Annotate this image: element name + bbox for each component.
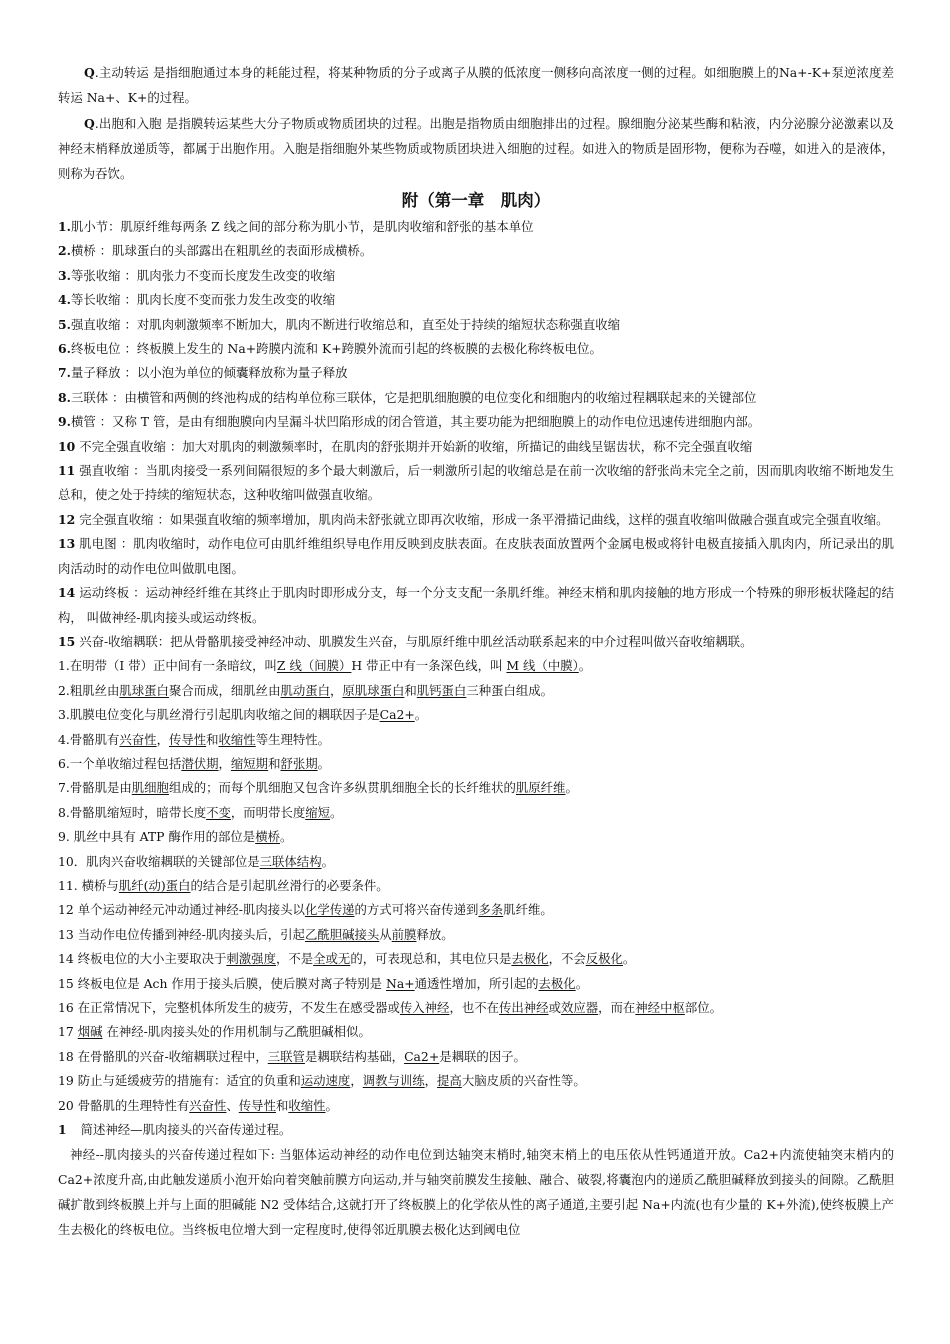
definition-number: 15 [58, 633, 76, 649]
fill-text: 11. 横桥与 [58, 877, 119, 893]
definition-text: 兴奋-收缩耦联：把从骨骼肌接受神经冲动、肌膜发生兴奋，与肌原纤维中肌丝活动联系起来的中介过程叫做兴奋收缩耦联。 [75, 633, 753, 649]
fill-text: 。 [317, 755, 331, 771]
fill-answer: 兴奋性 [119, 731, 157, 747]
fill-answer: 肌原纤维 [515, 780, 566, 796]
fill-answer: 缩短期 [230, 755, 269, 771]
fill-item [58, 679, 894, 703]
fill-answer: 效应器 [560, 1000, 599, 1015]
fill-text: ， [218, 755, 231, 771]
fill-answer: 肌球蛋白 [119, 682, 169, 698]
fill-text: ， [330, 682, 343, 698]
fill-answer: 三联管 [267, 1048, 305, 1064]
fill-text: 和 [404, 682, 417, 698]
definition-text: 不完全强直收缩 ：加大对肌肉的刺激频率时，在肌肉的舒张期并开始新的收缩，所描记的曲线呈锯齿状，称不完全强直收缩 [75, 438, 753, 454]
definition-item [58, 630, 894, 654]
fill-item [58, 947, 894, 971]
definition-text: 强直收缩 ：当肌肉接受一系列间隔很短的多个最大刺激后，后一刺激所引起的收缩总是在前一次收缩的舒张尚未完全之前，因而肌肉收缩不断地发生总和，使之处于持续的缩短状态，这种收缩叫做强直收缩。 [58, 463, 894, 503]
fill-text: 7.骨骼肌是由 [58, 780, 132, 796]
definition-number: 4. [58, 292, 71, 308]
fill-text: 释放。 [416, 926, 454, 942]
document-page [58, 60, 894, 1242]
definition-number: 1. [58, 219, 71, 234]
fill-answer: 横桥 [255, 829, 280, 845]
definition-item [58, 337, 894, 361]
fill-text: 2.粗肌丝由 [58, 682, 120, 698]
definition-item [58, 239, 894, 263]
fill-answer: 不变 [206, 804, 231, 820]
fill-answer: 原肌球蛋白 [342, 682, 405, 698]
fill-text: 是耦联结构基础， [304, 1048, 405, 1064]
definition-number: 12 [58, 511, 76, 527]
short-answer-body: 神经--肌肉接头的兴奋传递过程如下: 当躯体运动神经的动作电位到达轴突末梢时,轴突末梢上的电压依从性钙通道开放。Ca2+内流使轴突末梢内的 Ca2+浓度升高,由此触发递质小泡开始向着突触前膜方向运动,并与轴突前膜发生接触、融合、破裂,将囊泡内的递质乙酰胆碱释放到接头的间隙。乙酰胆碱扩散到终板膜上并与上面的胆碱能 N2 受体结合,这就打开了终板膜上的化学依从性的离子通道,主要引起 Na+内流(也有少量的 K+外流),使终板膜上产生去极化的终板电位。当终板电位增大到一定程度时,使得邻近肌膜去极化达到阈电位 [58, 1147, 894, 1238]
fill-text: 的结合是引起肌丝滑行的必要条件。 [190, 877, 389, 893]
fill-text: ， [156, 731, 169, 747]
fill-text: 和 [268, 755, 281, 771]
fill-item [58, 728, 894, 752]
definition-text: 等长收缩 ：肌肉长度不变而张力发生改变的收缩 [70, 292, 336, 308]
fill-answer: 肌动蛋白 [280, 682, 331, 698]
fill-text: 14 终板电位的大小主要取决于 [58, 951, 227, 967]
fill-text: ，不是 [275, 951, 314, 967]
fill-text: 从 [379, 926, 392, 942]
fill-text: 的，可表现总和，其电位只是 [350, 951, 512, 967]
definition-number: 11 [58, 463, 76, 479]
fill-answer: Z 线（间膜） [276, 658, 352, 674]
definition-text: 强直收缩 ：对肌肉刺激频率不断加大，肌肉不断进行收缩总和，直至处于持续的缩短状态称强直收缩 [70, 316, 621, 332]
fill-text: 9. 肌丝中具有 ATP 酶作用的部位是 [58, 829, 256, 845]
fill-item [58, 850, 894, 874]
fill-text: ，而在 [598, 1000, 636, 1015]
fill-answer: 传出神经 [499, 1000, 549, 1015]
definition-item [58, 264, 894, 288]
definition-item [58, 386, 894, 410]
section-title: 附（第一章 肌肉） [401, 191, 551, 210]
fill-text: 等生理特性。 [255, 731, 331, 747]
intro-text: .主动转运 是指细胞通过本身的耗能过程，将某种物质的分子或离子从膜的低浓度一侧移向高浓度一侧的过程。如细胞膜上的Na+-K+泵逆浓度差转运 Na+、K+的过程。 [58, 65, 894, 105]
fill-answer: 多条 [478, 902, 504, 918]
definition-number: 9. [58, 414, 71, 430]
fill-text: 。 [575, 975, 589, 991]
fill-text: 三种蛋白组成。 [466, 682, 554, 698]
fill-text: ， [424, 1073, 438, 1089]
fill-text: 的方式可将兴奋传递到 [354, 902, 479, 918]
fill-item [58, 1045, 894, 1069]
fill-text: 4.骨骼肌有 [58, 731, 120, 747]
fill-text: 大脑皮质的兴奋性等。 [461, 1073, 586, 1089]
definition-item [58, 361, 894, 385]
fill-text: 部位。 [684, 1000, 723, 1015]
fill-text: 通透性增加，所引起的 [414, 975, 539, 991]
fill-answer: 传导性 [168, 731, 207, 747]
fill-item [58, 654, 894, 678]
definition-number: 14 [58, 585, 76, 601]
fill-answer: 潜伏期 [181, 755, 219, 771]
fill-item [58, 825, 894, 849]
fill-item [58, 703, 894, 727]
definitions-list [58, 215, 894, 654]
definition-item [58, 410, 894, 434]
fill-item [58, 996, 894, 1020]
fill-text: 8.骨骼肌缩短时，暗带长度 [58, 804, 207, 820]
definition-text: 横管 ：又称 T 管，是由有细胞膜向内呈漏斗状凹陷形成的闭合管道，其主要功能为把细胞膜上的动作电位迅速传进细胞内部。 [70, 414, 761, 430]
fill-answer: 调教与训练 [362, 1073, 425, 1089]
fill-text: 。 [578, 658, 592, 674]
fill-text: 肌纤维。 [503, 902, 553, 918]
fill-answer: 提高 [437, 1073, 462, 1089]
fill-answer: Ca2+ [404, 1048, 440, 1064]
definition-number: 8. [58, 389, 71, 405]
definition-text: 三联体 ：由横管和两侧的终池构成的结构单位称三联体，它是把肌细胞膜的电位变化和细胞内的收缩过程耦联起来的关键部位 [70, 389, 757, 405]
fill-answer: 肌细胞 [131, 780, 169, 796]
fill-item [58, 972, 894, 996]
fill-item [58, 1094, 894, 1118]
fill-text: ，不会 [548, 951, 586, 967]
definition-text: 肌小节：肌原纤维每两条 Z 线之间的部分称为肌小节，是肌肉收缩和舒张的基本单位 [70, 219, 534, 234]
fill-answer: 去极化 [511, 951, 549, 967]
definition-number: 6. [58, 341, 71, 357]
fill-answer: 烟碱 [77, 1024, 103, 1040]
definition-number: 10 [58, 438, 76, 454]
fill-text: 和 [275, 1097, 289, 1113]
definition-text: 完全强直收缩 ：如果强直收缩的频率增加，肌肉尚未舒张就立即再次收缩，形成一条平滑描记曲线，这样的强直收缩叫做融合强直或完全强直收缩。 [75, 511, 889, 527]
fill-text: 15 终板电位是 Ach 作用于接头后膜，使后膜对离子特别是 [58, 975, 386, 991]
fill-text: 。 [321, 853, 334, 869]
fill-text: 18 在骨骼肌的兴奋-收缩耦联过程中， [58, 1048, 268, 1064]
definition-item [58, 288, 894, 312]
fill-text: 、 [226, 1097, 239, 1113]
fill-answer: 去极化 [538, 975, 576, 991]
definition-number: 7. [58, 365, 71, 381]
fill-text: 6.一个单收缩过程包括 [58, 755, 182, 771]
intro-text: .出胞和入胞 是指膜转运某些大分子物质或物质团块的过程。出胞是指物质由细胞排出的过程。腺细胞分泌某些酶和粘液，内分泌腺分泌激素以及神经末梢释放递质等，都属于出胞作用。入胞是指细胞外某些物质或物质团块进入细胞的过程。如进入的物质是固形物，便称为吞噬，如进入的是液体，则称为吞饮。 [58, 116, 894, 181]
fill-item [58, 801, 894, 825]
definition-item [58, 313, 894, 337]
definition-item [58, 532, 894, 581]
fill-answer: 肌纤(动)蛋白 [118, 877, 191, 893]
short-answer-question [58, 1118, 894, 1142]
fill-item [58, 874, 894, 898]
bullet-glyph: Q [84, 116, 95, 131]
fill-text: 。 [279, 829, 293, 845]
fill-answer: M 线（中膜） [506, 658, 579, 674]
fill-item [58, 752, 894, 776]
fill-answer: 传入神经 [399, 1000, 450, 1015]
definition-number: 13 [58, 536, 76, 552]
definition-text: 量子释放 ：以小泡为单位的倾囊释放称为量子释放 [70, 365, 348, 381]
fill-text: 1.在明带（I 带）正中间有一条暗纹，叫 [58, 658, 277, 674]
fill-answer: 运动速度 [300, 1073, 351, 1089]
fill-answer: 神经中枢 [635, 1000, 685, 1015]
definition-text: 终板电位 ：终板膜上发生的 Na+跨膜内流和 K+跨膜外流而引起的终板膜的去极化称终板电位。 [70, 341, 602, 357]
fill-text: 是耦联的因子。 [439, 1048, 526, 1064]
question-text: 简述神经—肌肉接头的兴奋传递过程。 [80, 1122, 292, 1138]
definition-item [58, 581, 894, 630]
fill-answer: 三联体结构 [259, 853, 322, 869]
intro-paragraph-active-transport [58, 60, 894, 110]
fill-text: 在神经-肌肉接头处的作用机制与乙酰胆碱相似。 [102, 1024, 371, 1040]
definition-number: 3. [58, 267, 71, 283]
fill-text: 组成的；而每个肌细胞又包含许多纵贯肌细胞全长的长纤维状的 [168, 780, 516, 796]
fill-text: 16 在正常情况下，完整机体所发生的疲劳，不发生在感受器或 [58, 1000, 400, 1015]
fill-answer: 肌钙蛋白 [416, 682, 467, 698]
fill-item [58, 1020, 894, 1044]
fill-answer: 传导性 [238, 1097, 276, 1113]
definition-item [58, 215, 894, 239]
fill-text: H 带正中有一条深色线，叫 [351, 658, 507, 674]
fill-text: 。 [330, 804, 343, 820]
fill-answer: 刺激强度 [226, 951, 276, 967]
definition-text: 等张收缩 ：肌肉张力不变而长度发生改变的收缩 [70, 267, 336, 283]
fill-text: 3.肌膜电位变化与肌丝滑行引起肌肉收缩之间的耦联因子是 [58, 707, 380, 723]
fill-answer: 化学传递 [304, 902, 355, 918]
fill-item [58, 776, 894, 800]
definition-number: 2. [58, 243, 71, 259]
fill-answer: Na+ [385, 975, 415, 991]
fill-text: 20 骨骼肌的生理特性有 [58, 1097, 190, 1113]
fill-text: 。 [414, 707, 428, 723]
fill-text: ，也不在 [449, 1000, 499, 1015]
definition-text: 运动终板 ：运动神经纤维在其终止于肌肉时即形成分支，每一个分支支配一条肌纤维。神经末梢和肌肉接触的地方形成一个特殊的卵形板状隆起的结构， 叫做神经-肌肉接头或运动终板。 [58, 585, 894, 625]
fill-item [58, 1069, 894, 1093]
fill-answer: 反极化 [585, 951, 623, 967]
fill-text: 12 单个运动神经元冲动通过神经-肌肉接头以 [58, 902, 305, 918]
fill-item [58, 923, 894, 947]
fill-text: ， [350, 1073, 363, 1089]
fill-answer: Ca2+ [379, 707, 415, 723]
fill-text: 。 [565, 780, 578, 796]
fill-text: 19 防止与延缓疲劳的措施有：适宜的负重和 [58, 1073, 301, 1089]
fill-text: 聚合而成，细肌丝由 [168, 682, 281, 698]
fill-text: 10．肌肉兴奋收缩耦联的关键部位是 [58, 853, 260, 869]
definition-text: 横桥 ：肌球蛋白的头部露出在粗肌丝的表面形成横桥。 [70, 243, 373, 259]
fill-text: 17 [58, 1024, 78, 1040]
fill-item [58, 898, 894, 922]
fill-text: 或 [548, 1000, 561, 1015]
fill-text: 。 [325, 1097, 338, 1113]
fill-answer: 前膜 [391, 926, 417, 942]
fill-text: ，而明带长度 [230, 804, 306, 820]
definition-item [58, 508, 894, 532]
fill-text: 13 当动作电位传播到神经-肌肉接头后，引起 [58, 926, 305, 942]
intro-paragraph-exocytosis [58, 111, 894, 186]
fill-answer: 收缩性 [288, 1097, 326, 1113]
fill-in-list [58, 654, 894, 1118]
question-number: 1 [58, 1122, 67, 1138]
fill-text: 和 [206, 731, 219, 747]
fill-answer: 收缩性 [218, 731, 256, 747]
definition-text: 肌电图 ：肌肉收缩时，动作电位可由肌纤维组织导电作用反映到皮肤表面。在皮肤表面放置两个金属电极或将针电极直接插入肌肉内，所记录出的肌肉活动时的动作电位叫做肌电图。 [58, 536, 894, 576]
fill-answer: 舒张期 [280, 755, 318, 771]
definition-item [58, 435, 894, 459]
bullet-glyph: Q [84, 65, 95, 80]
fill-answer: 全或无 [313, 951, 351, 967]
definition-item [58, 459, 894, 508]
fill-answer: 乙酰胆碱接头 [304, 926, 380, 942]
fill-answer: 兴奋性 [189, 1097, 227, 1113]
definition-number: 5. [58, 316, 71, 332]
fill-text: 。 [622, 951, 636, 967]
fill-answer: 缩短 [305, 804, 331, 820]
